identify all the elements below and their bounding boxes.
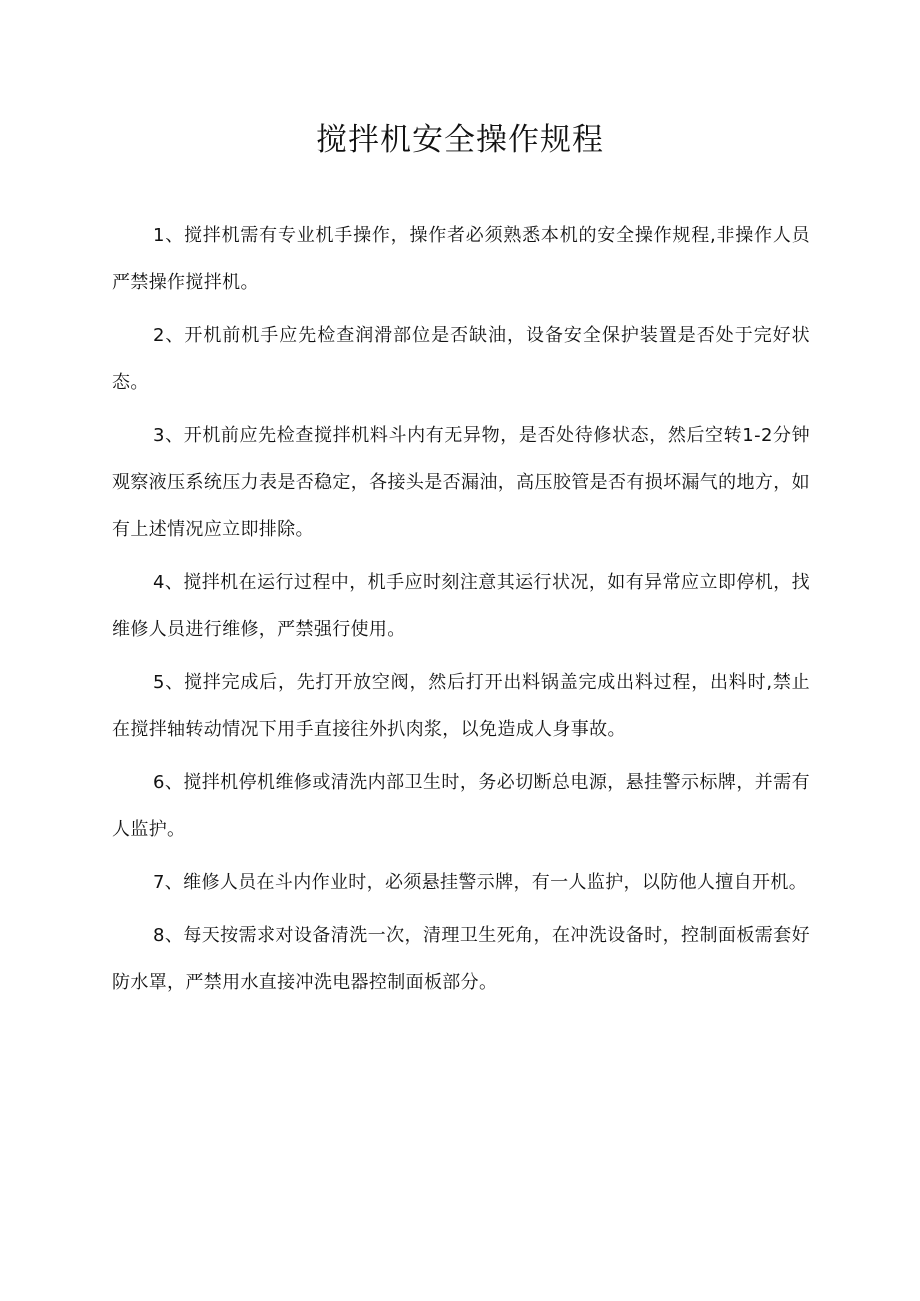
document-title: 搅拌机安全操作规程	[316, 122, 604, 158]
clause-1: 1、搅拌机需有专业机手操作，操作者必须熟悉本机的安全操作规程,非操作人员严禁操作搅拌机。	[112, 225, 810, 293]
clause-6: 6、搅拌机停机维修或清洗内部卫生时，务必切断总电源，悬挂警示标牌，并需有人监护。	[112, 772, 810, 840]
clause-4: 4、搅拌机在运行过程中，机手应时刻注意其运行状况，如有异常应立即停机，找维修人员进行维修，严禁强行使用。	[112, 572, 810, 640]
clause-8: 8、每天按需求对设备清洗一次，清理卫生死角，在冲洗设备时，控制面板需套好防水罩，严禁用水直接冲洗电器控制面板部分。	[112, 925, 810, 993]
document-body	[112, 212, 810, 1012]
clause-7: 7、维修人员在斗内作业时，必须悬挂警示牌，有一人监护，以防他人擅自开机。	[153, 872, 808, 893]
clause-3: 3、开机前应先检查搅拌机料斗内有无异物，是否处待修状态，然后空转1-2分钟观察液压系统压力表是否稳定，各接头是否漏油，高压胶管是否有损坏漏气的地方，如有上述情况应立即排除。	[112, 425, 810, 540]
clause-5: 5、搅拌完成后，先打开放空阀，然后打开出料锅盖完成出料过程，出料时,禁止在搅拌轴转动情况下用手直接往外扒肉浆，以免造成人身事故。	[112, 672, 810, 740]
clause-2: 2、开机前机手应先检查润滑部位是否缺油，设备安全保护装置是否处于完好状态。	[112, 325, 810, 393]
